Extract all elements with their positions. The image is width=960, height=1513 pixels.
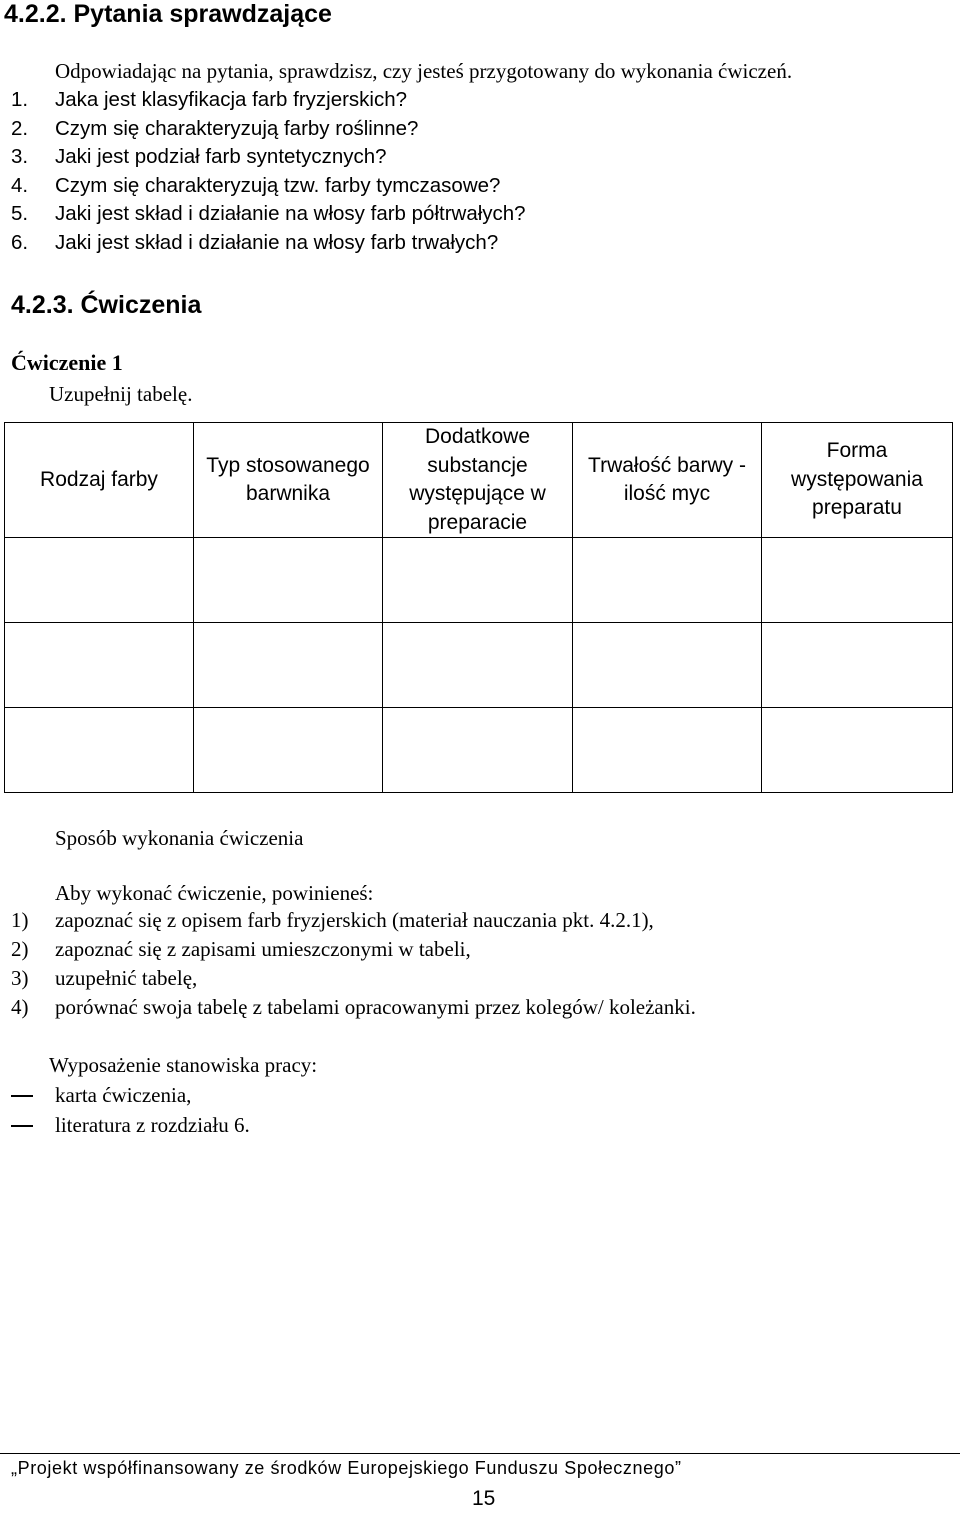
step-number: 1) xyxy=(11,908,29,932)
step-number: 3) xyxy=(11,966,29,990)
table-cell[interactable] xyxy=(762,538,953,623)
table-cell[interactable] xyxy=(194,708,383,793)
question-number: 6. xyxy=(11,230,29,254)
page-number: 15 xyxy=(472,1487,496,1510)
table-cell[interactable] xyxy=(194,538,383,623)
step-text: zapoznać się z zapisami umieszczonymi w tabeli, xyxy=(55,937,471,961)
footer-text: „Projekt współfinansowany ze środków Europejskiego Funduszu Społecznego” xyxy=(11,1458,682,1478)
table-cell[interactable] xyxy=(573,623,762,708)
table-cell[interactable] xyxy=(5,623,194,708)
step-number: 2) xyxy=(11,937,29,961)
equipment-item: literatura z rozdziału 6. xyxy=(55,1113,250,1137)
table-cell[interactable] xyxy=(573,538,762,623)
exercise-title: Ćwiczenie 1 xyxy=(11,350,123,375)
step-text: uzupełnić tabelę, xyxy=(55,966,198,990)
question-text: Jaki jest skład i działanie na włosy farb półtrwałych? xyxy=(55,202,526,225)
exercise-instruction: Uzupełnij tabelę. xyxy=(49,382,193,406)
column-header-product-form: Forma występowania preparatu xyxy=(762,423,953,538)
table-cell[interactable] xyxy=(383,708,573,793)
equipment-title: Wyposażenie stanowiska pracy: xyxy=(49,1053,318,1077)
table-header-row xyxy=(5,423,953,538)
section-heading-questions: 4.2.2. Pytania sprawdzające xyxy=(4,0,332,28)
question-number: 1. xyxy=(11,88,29,111)
equipment-item: karta ćwiczenia, xyxy=(55,1083,192,1107)
table-cell[interactable] xyxy=(194,623,383,708)
question-number: 5. xyxy=(11,202,29,225)
table-cell[interactable] xyxy=(383,538,573,623)
section-heading-exercises: 4.2.3. Ćwiczenia xyxy=(11,291,202,319)
method-intro: Aby wykonać ćwiczenie, powinieneś: xyxy=(55,881,374,905)
table-cell[interactable] xyxy=(762,623,953,708)
question-text: Jaka jest klasyfikacja farb fryzjerskich? xyxy=(55,88,408,111)
column-header-pigment-type: Typ stosowanego barwnika xyxy=(194,423,383,538)
step-number: 4) xyxy=(11,995,29,1019)
table-row xyxy=(5,538,953,623)
column-header-color-durability: Trwałość barwy - ilość myc xyxy=(573,423,762,538)
exercise-table xyxy=(4,422,953,793)
table-cell[interactable] xyxy=(5,538,194,623)
question-text: Jaki jest podział farb syntetycznych? xyxy=(55,145,387,168)
method-title: Sposób wykonania ćwiczenia xyxy=(55,826,304,850)
table-cell[interactable] xyxy=(573,708,762,793)
question-number: 3. xyxy=(11,145,29,168)
question-text: Czym się charakteryzują farby roślinne? xyxy=(55,116,419,140)
step-text: porównać swoja tabelę z tabelami opracowanymi przez kolegów/ koleżanki. xyxy=(55,995,696,1019)
question-text: Czym się charakteryzują tzw. farby tymczasowe? xyxy=(55,173,501,197)
question-number: 4. xyxy=(11,173,29,197)
column-header-dye-type: Rodzaj farby xyxy=(5,423,194,538)
table-row xyxy=(5,623,953,708)
questions-intro: Odpowiadając na pytania, sprawdzisz, czy jesteś przygotowany do wykonania ćwiczeń. xyxy=(55,59,793,83)
dash-bullet-icon xyxy=(11,1125,33,1127)
footer-divider xyxy=(0,1453,960,1454)
question-number: 2. xyxy=(11,116,29,140)
question-text: Jaki jest skład i działanie na włosy farb trwałych? xyxy=(55,230,499,254)
table-cell[interactable] xyxy=(5,708,194,793)
column-header-additional-substances: Dodatkowe substancje występujące w preparacie xyxy=(383,423,573,538)
table-row xyxy=(5,708,953,793)
step-text: zapoznać się z opisem farb fryzjerskich (materiał nauczania pkt. 4.2.1), xyxy=(55,908,654,932)
dash-bullet-icon xyxy=(11,1095,33,1097)
table-cell[interactable] xyxy=(383,623,573,708)
table-cell[interactable] xyxy=(762,708,953,793)
